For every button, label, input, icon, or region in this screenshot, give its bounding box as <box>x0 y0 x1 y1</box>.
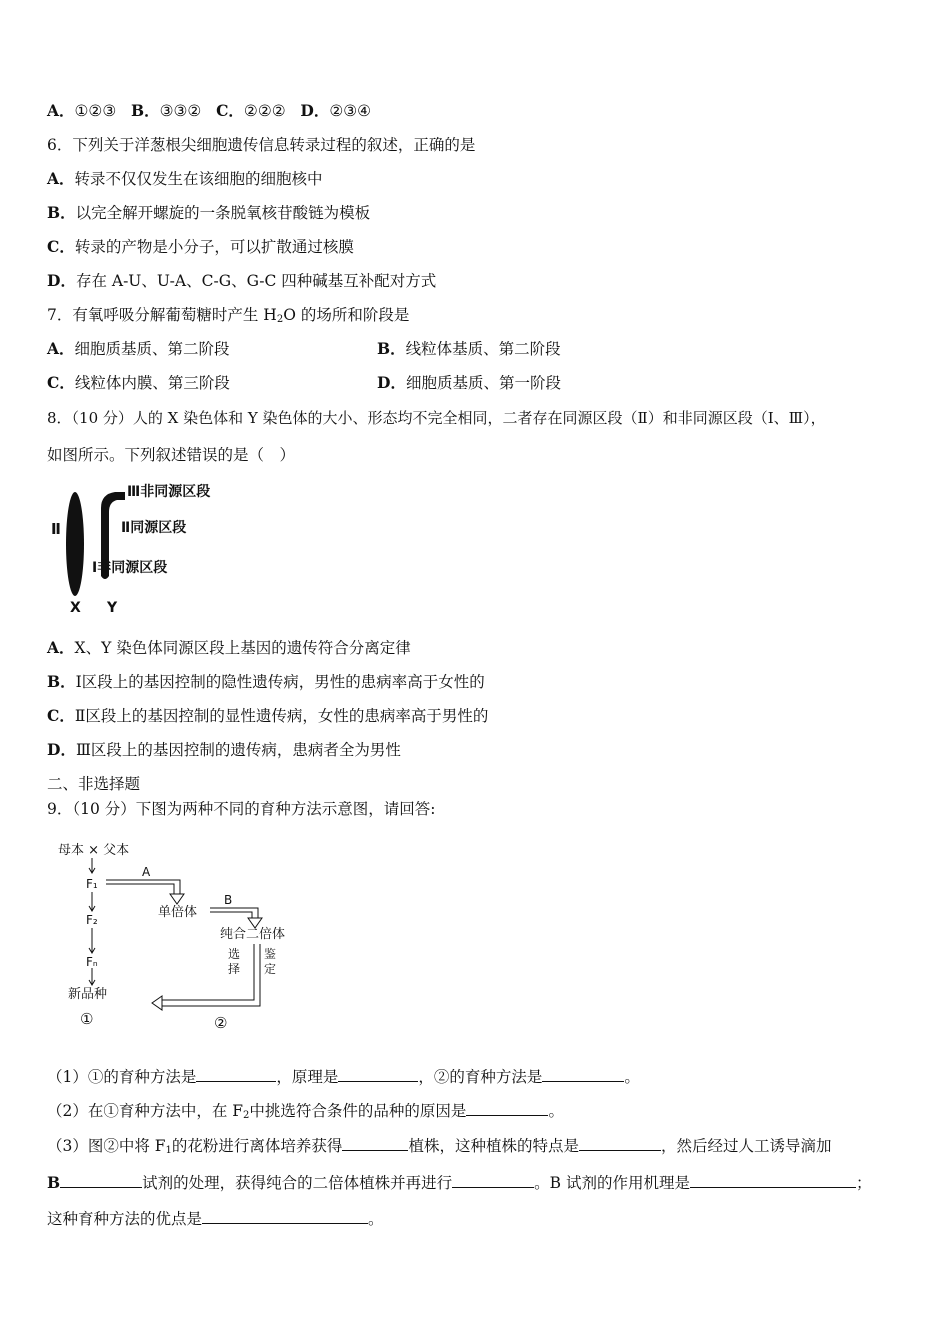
pure-diploid-label: 纯合二倍体 <box>220 927 286 942</box>
q9-1-blank-principle[interactable] <box>338 1067 418 1082</box>
f2-label: F₂ <box>86 913 98 927</box>
q5-option-a-label: A． <box>47 101 75 120</box>
circle-1-label: ① <box>80 1010 94 1028</box>
q9-1-blank-method1[interactable] <box>196 1067 276 1082</box>
select-label <box>228 946 240 976</box>
q7-option-c: C．线粒体内膜、第三阶段 <box>47 373 230 392</box>
q9-part1: （1）①的育种方法是 ，原理是 ，②的育种方法是 。 <box>47 1068 640 1086</box>
haploid-label: 单倍体 <box>158 905 198 920</box>
q9-3-blank-reagent[interactable] <box>60 1173 142 1188</box>
q6-option-d: D．存在 A-U、U-A、C-G、G-C 四种碱基互补配对方式 <box>47 271 437 290</box>
q9-part2: （2）在①育种方法中，在 $F_2$中挑选符合条件的品种的原因是 。 <box>47 1102 564 1121</box>
q5-option-d: ②③④ <box>329 102 372 120</box>
q5-option-c-label: C． <box>216 101 244 120</box>
parents-label: 母本 × 父本 <box>58 843 130 858</box>
select-char-2: 择 <box>228 962 241 976</box>
q9-2-blank-reason[interactable] <box>466 1101 548 1116</box>
q9-3-blank-mechanism[interactable] <box>690 1173 856 1188</box>
breeding-diagram <box>50 838 310 1038</box>
q9-3-blank-plant[interactable] <box>342 1136 408 1151</box>
q5-option-b: ③③② <box>159 102 202 120</box>
label-ii-homologous: Ⅱ同源区段 <box>121 520 187 536</box>
q5-option-d-label: D． <box>300 101 330 120</box>
label-y: Y <box>107 600 118 616</box>
identify-label <box>264 946 276 976</box>
q8-option-a: A．X、Y 染色体同源区段上基因的遗传符合分离定律 <box>47 638 411 657</box>
arrow-b-label: B <box>224 893 233 907</box>
xy-chromosome-figure <box>45 478 235 620</box>
q6-option-b: B．以完全解开螺旋的一条脱氧核苷酸链为模板 <box>47 203 371 222</box>
identify-char-1: 鉴 <box>264 947 277 961</box>
q8-option-c: C．Ⅱ区段上的基因控制的显性遗传病，女性的患病率高于男性的 <box>47 706 489 725</box>
x-chromosome <box>66 492 84 596</box>
q9-part3-line3: 这种育种方法的优点是 。 <box>47 1210 384 1228</box>
q7-option-a: A．细胞质基质、第二阶段 <box>47 339 230 358</box>
q9-part3-line2: B 试剂的处理，获得纯合的二倍体植株并再进行 。B 试剂的作用机理是 ； <box>47 1173 872 1192</box>
circle-2-label: ② <box>214 1014 228 1032</box>
q7-option-d: D．细胞质基质、第一阶段 <box>377 373 561 392</box>
select-char-1: 选 <box>228 947 241 961</box>
q6-stem: 6．下列关于洋葱根尖细胞遗传信息转录过程的叙述，正确的是 <box>47 136 476 154</box>
q5-option-a: ①②③ <box>74 102 117 120</box>
q8-stem-line1: 8．（10 分）人的 X 染色体和 Y 染色体的大小、形态均不完全相同，二者存在同源区段（Ⅱ）和非同源区段（Ⅰ、Ⅲ）， <box>47 409 826 427</box>
q9-3-blank-feature[interactable] <box>579 1136 661 1151</box>
identify-char-2: 定 <box>264 962 277 976</box>
label-i-nonhomologous: Ⅰ非同源区段 <box>92 560 168 576</box>
q9-3-blank-process[interactable] <box>452 1173 534 1188</box>
new-variety-label: 新品种 <box>68 987 108 1002</box>
q8-option-b: B．Ⅰ区段上的基因控制的隐性遗传病，男性的患病率高于女性的 <box>47 672 485 691</box>
label-ii-left: Ⅱ <box>51 520 61 538</box>
q9-3-blank-advantage[interactable] <box>202 1209 368 1224</box>
q7-stem: 7．有氧呼吸分解葡萄糖时产生 $H_2O$ 的场所和阶段是 <box>47 306 410 325</box>
section-title: 二、非选择题 <box>47 775 141 793</box>
q8-option-d: D．Ⅲ区段上的基因控制的遗传病，患病者全为男性 <box>47 740 401 759</box>
q7-option-b: B．线粒体基质、第二阶段 <box>377 339 561 358</box>
label-iii-nonhomologous: Ⅲ非同源区段 <box>127 484 211 500</box>
q5-option-b-label: B． <box>131 101 160 120</box>
q8-stem-line2: 如图所示。下列叙述错误的是（ ） <box>47 446 296 464</box>
q9-stem: 9．（10 分）下图为两种不同的育种方法示意图，请回答: <box>47 800 436 818</box>
q5-option-c: ②②② <box>243 102 286 120</box>
arrow-a-label: A <box>142 865 151 879</box>
q6-option-a: A．转录不仅仅发生在该细胞的细胞核中 <box>47 169 323 188</box>
label-x: X <box>70 600 81 616</box>
q9-part3-line1: （3）图②中将 $F_1$的花粉进行离体培养获得 植株，这种植株的特点是 ，然后经过人工诱导滴加 <box>47 1137 832 1156</box>
f1-label: F₁ <box>86 877 98 891</box>
q9-1-blank-method2[interactable] <box>542 1067 624 1082</box>
q5-options <box>47 100 371 122</box>
fn-label: Fₙ <box>86 955 98 969</box>
q6-option-c: C．转录的产物是小分子，可以扩散通过核膜 <box>47 237 354 256</box>
